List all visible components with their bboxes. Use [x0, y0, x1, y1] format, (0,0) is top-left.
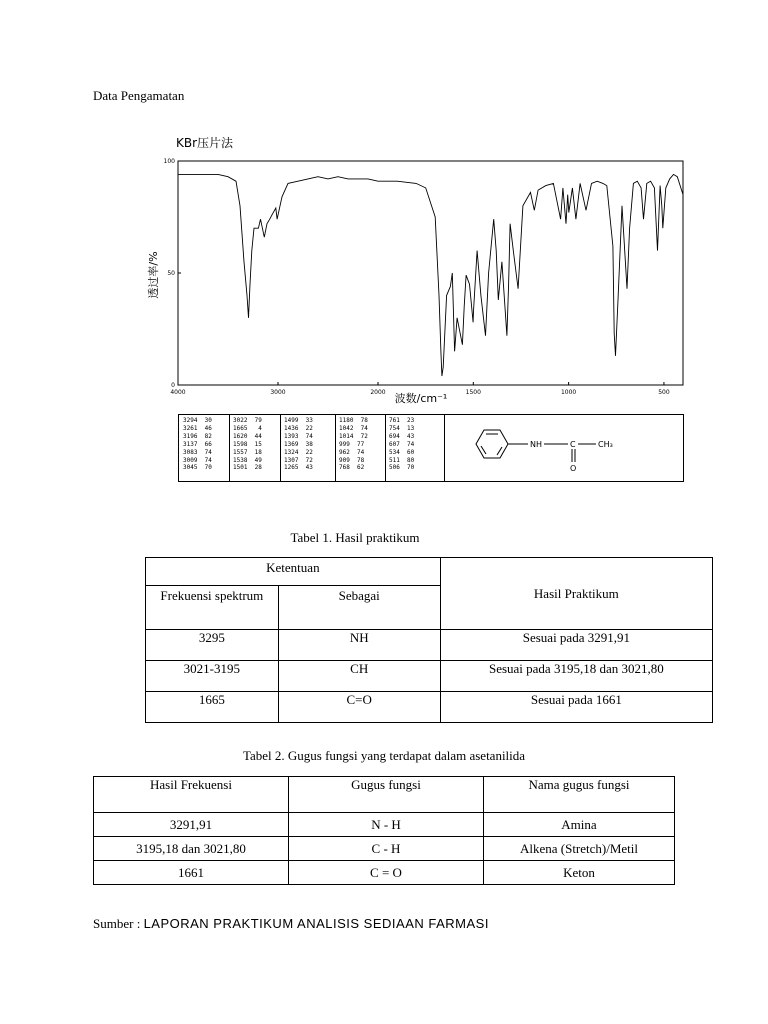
header-hasil-praktikum: Hasil Praktikum: [440, 558, 712, 630]
source-prefix: Sumber :: [93, 916, 144, 931]
x-axis-label: 波数/cm⁻¹: [394, 392, 448, 404]
carbonyl-carbon-label: C: [570, 440, 576, 449]
spectrum-trace: [178, 174, 683, 376]
header-gugus-fungsi: Gugus fungsi: [289, 777, 484, 813]
cell-as: CH: [278, 661, 440, 692]
table-row: [146, 692, 713, 723]
table-row: [94, 837, 675, 861]
cell-freq: 3295: [146, 630, 279, 661]
plot-frame: [178, 161, 683, 385]
benzene-ring: [476, 430, 508, 458]
spectrum-method-label: KBr压片法: [176, 136, 234, 150]
header-hasil-frekuensi: Hasil Frekuensi: [94, 777, 289, 813]
divider: [385, 415, 386, 481]
cell-as: C=O: [278, 692, 440, 723]
x-tick-label: 1500: [465, 389, 481, 396]
y-tick-label: 100: [163, 158, 175, 165]
cell-as: NH: [278, 630, 440, 661]
divider: [229, 415, 230, 481]
table-row: [146, 630, 713, 661]
x-tick-label: 1000: [560, 389, 577, 396]
source-text: LAPORAN PRAKTIKUM ANALISIS SEDIAAN FARMASI: [143, 916, 489, 931]
y-tick-label: 50: [167, 270, 175, 277]
methyl-label: CH₃: [598, 440, 613, 449]
peak-column-2: 3022 79 1665 4 1620 44 1598 15 1557 18 1538 49 1501 28: [233, 417, 262, 472]
cell-gugus: C - H: [289, 837, 484, 861]
table-row: [94, 813, 675, 837]
cell-result: Sesuai pada 1661: [440, 692, 712, 723]
y-tick-label: 0: [171, 382, 175, 389]
table-row: [146, 661, 713, 692]
y-axis-label: 透过率/%: [147, 251, 160, 299]
group-header: Ketentuan: [146, 558, 441, 586]
cell-frekuensi: 3195,18 dan 3021,80: [94, 837, 289, 861]
divider: [335, 415, 336, 481]
x-tick-label: 4000: [170, 389, 186, 396]
divider: [280, 415, 281, 481]
page-heading: Data Pengamatan: [93, 88, 185, 103]
table-gugus-fungsi: [93, 776, 675, 885]
cell-gugus: C = O: [289, 861, 484, 885]
peak-column-4: 1180 78 1042 74 1014 72 999 77 962 74 909 78 768 62: [339, 417, 368, 472]
peak-column-1: 3294 30 3261 46 3196 82 3137 66 3083 74 3009 74 3045 70: [183, 417, 212, 472]
nh-label: NH: [530, 440, 542, 449]
cell-gugus: N - H: [289, 813, 484, 837]
peak-column-3: 1499 33 1436 22 1393 74 1369 38 1324 22 1307 72 1265 43: [284, 417, 313, 472]
x-tick-label: 2000: [370, 389, 386, 396]
cell-nama: Keton: [484, 861, 675, 885]
header-sebagai: Sebagai: [278, 586, 440, 630]
acetanilide-structure: [444, 414, 684, 482]
x-tick-label: 3000: [270, 389, 286, 396]
table1-caption: Tabel 1. Hasil praktikum: [290, 530, 420, 545]
ir-spectrum-chart: [145, 152, 685, 404]
table2-caption: Tabel 2. Gugus fungsi yang terdapat dalam asetanilida: [242, 748, 526, 763]
source-line: [93, 916, 489, 932]
x-tick-label: 500: [658, 389, 670, 396]
header-frekuensi: Frekuensi spektrum: [146, 586, 279, 630]
oxygen-label: O: [570, 464, 577, 473]
peak-column-5: 761 23 754 13 694 43 607 74 534 60 511 80 506 70: [389, 417, 415, 472]
cell-nama: Amina: [484, 813, 675, 837]
cell-result: Sesuai pada 3195,18 dan 3021,80: [440, 661, 712, 692]
cell-frekuensi: 3291,91: [94, 813, 289, 837]
table-row: [94, 861, 675, 885]
header-nama-gugus: Nama gugus fungsi: [484, 777, 675, 813]
table-hasil-praktikum: [145, 557, 713, 723]
cell-freq: 3021-3195: [146, 661, 279, 692]
cell-frekuensi: 1661: [94, 861, 289, 885]
cell-result: Sesuai pada 3291,91: [440, 630, 712, 661]
cell-nama: Alkena (Stretch)/Metil: [484, 837, 675, 861]
cell-freq: 1665: [146, 692, 279, 723]
